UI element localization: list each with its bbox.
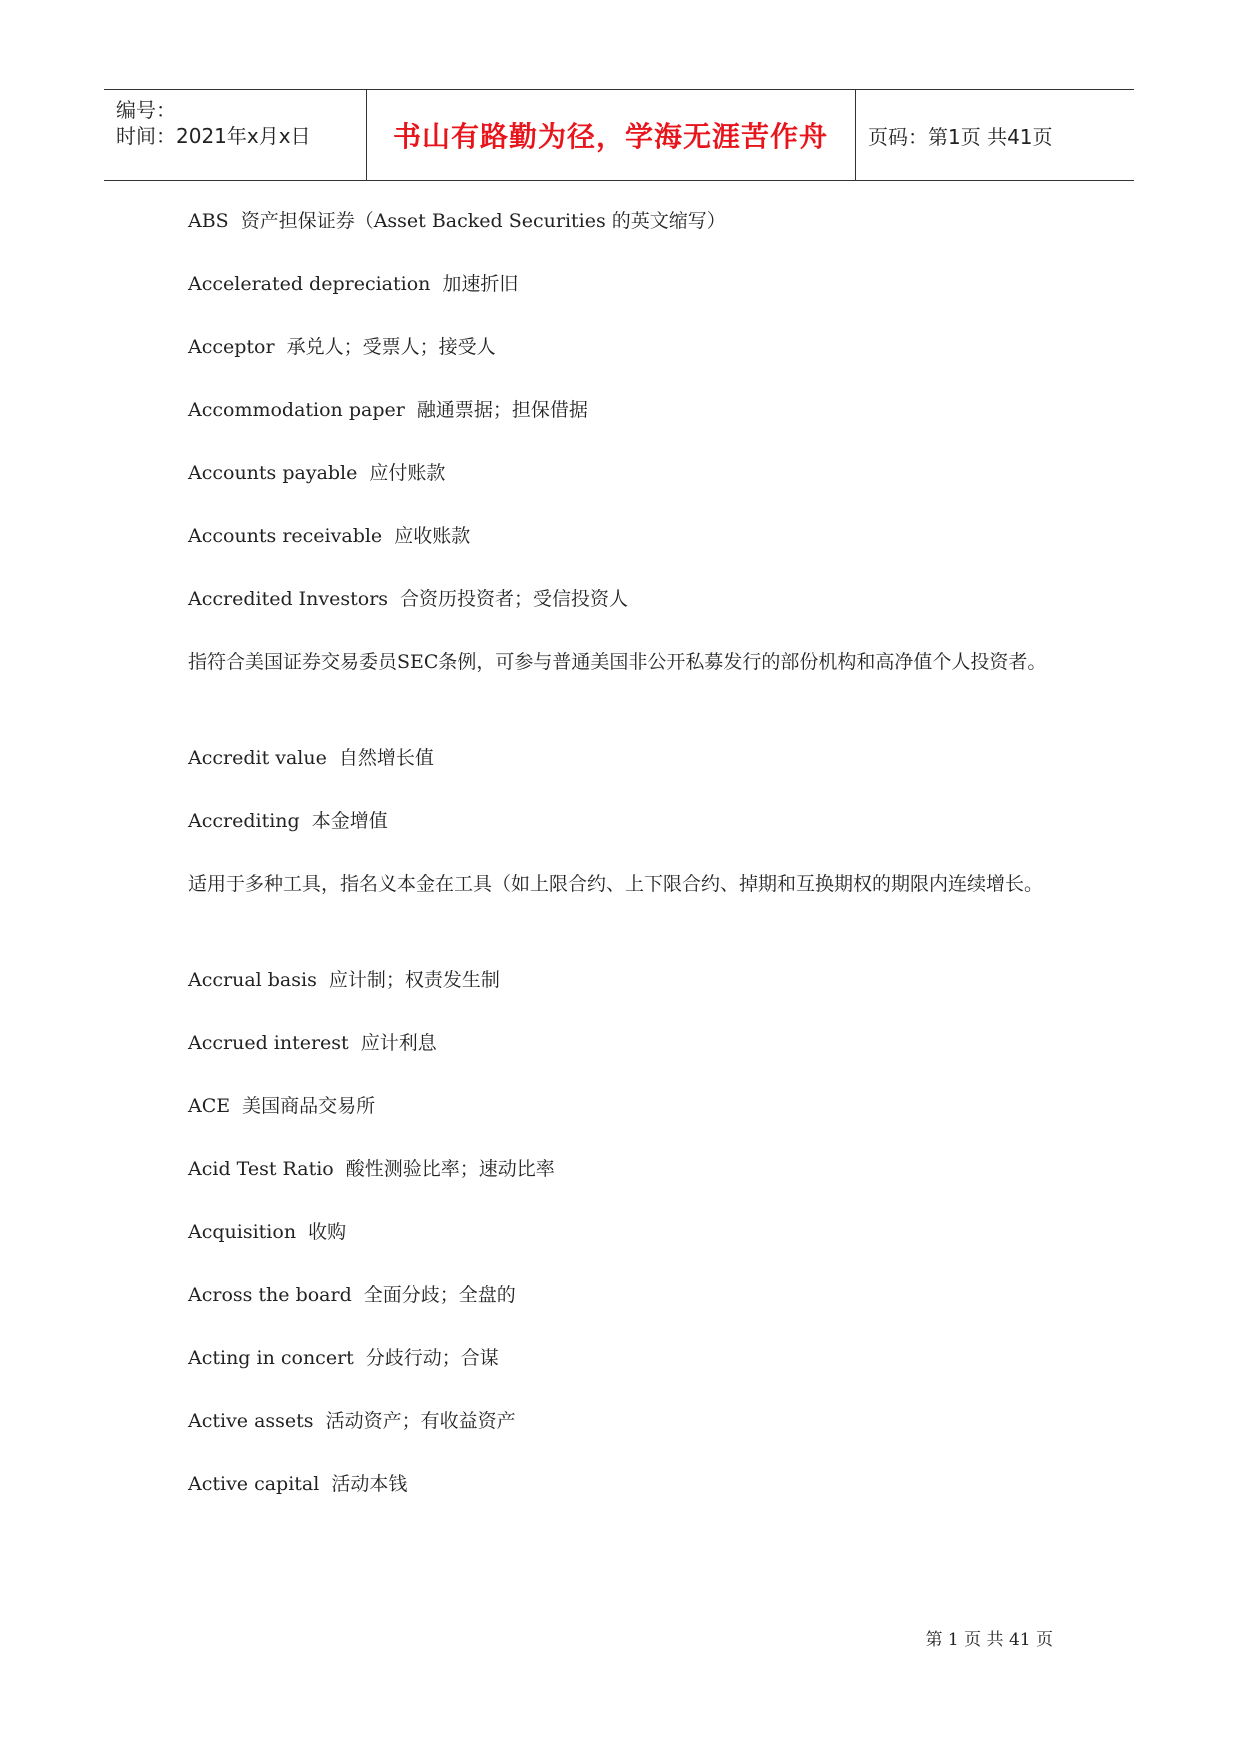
entry-definition: 活动本钱 — [331, 1473, 408, 1495]
entry-definition: 活动资产；有收益资产 — [325, 1410, 516, 1432]
entry-term: ABS — [188, 210, 229, 232]
entry-definition: 应付账款 — [369, 462, 446, 484]
entry-definition: 融通票据；担保借据 — [416, 399, 588, 421]
entry-term: Accounts receivable — [188, 525, 383, 547]
glossary-entry — [188, 1153, 555, 1186]
motto-text: 书山有路勤为径，学海无涯苦作舟 — [392, 120, 828, 153]
glossary-entry — [188, 394, 588, 427]
glossary-entry — [188, 583, 628, 616]
entry-term: Acquisition — [188, 1221, 297, 1243]
glossary-entry — [188, 1405, 516, 1438]
entry-definition: 分歧行动；合谋 — [365, 1347, 499, 1369]
glossary-entry — [188, 1468, 407, 1501]
glossary-entry — [188, 1090, 375, 1123]
page-info: 页码：第1页 共41页 — [868, 124, 1053, 149]
entry-definition: 全面分歧；全盘的 — [363, 1284, 516, 1306]
glossary-entry — [188, 520, 470, 553]
glossary-entry — [188, 1342, 499, 1375]
entry-definition: 酸性测验比率；速动比率 — [345, 1158, 555, 1180]
glossary-entry — [188, 268, 518, 301]
glossary-entry — [188, 1279, 516, 1312]
glossary-entry — [188, 457, 445, 490]
entry-term: Active capital — [188, 1473, 320, 1495]
glossary-entry — [188, 805, 388, 838]
time-label: 时间：2021年x月x日 — [116, 124, 311, 148]
glossary-entry — [188, 964, 500, 997]
page-footer: 第 1 页 共 41 页 — [925, 1630, 1053, 1650]
entry-definition: 收购 — [308, 1221, 347, 1243]
entry-term: Active assets — [188, 1410, 314, 1432]
entry-term: Acceptor — [188, 336, 275, 358]
entry-term: Acting in concert — [188, 1347, 354, 1369]
glossary-entry — [188, 1216, 346, 1249]
entry-term: Accommodation paper — [188, 399, 405, 421]
entry-term: Acid Test Ratio — [188, 1158, 334, 1180]
entry-term: Accelerated depreciation — [188, 273, 431, 295]
entry-term: Accrual basis — [188, 969, 317, 991]
entry-note: 适用于多种工具，指名义本金在工具（如上限合约、上下限合约、掉期和互换期权的期限内连续增长。 — [188, 873, 1044, 895]
glossary-entry — [188, 205, 726, 238]
entry-definition: 承兑人；受票人；接受人 — [286, 336, 496, 358]
entry-term: Accredit value — [188, 747, 327, 769]
entry-term: Accounts payable — [188, 462, 358, 484]
entry-definition: 加速折旧 — [442, 273, 519, 295]
entry-definition: 应计利息 — [360, 1032, 437, 1054]
entry-definition: 合资历投资者；受信投资人 — [400, 588, 629, 610]
glossary-entry — [188, 331, 496, 364]
entry-term: ACE — [188, 1095, 231, 1117]
glossary-entry — [188, 1027, 437, 1060]
entry-definition: 应收账款 — [394, 525, 471, 547]
entry-term: Accrediting — [188, 810, 300, 832]
entry-term: Accrued interest — [188, 1032, 349, 1054]
entry-term: Across the board — [188, 1284, 352, 1306]
entry-definition: 应计制；权责发生制 — [328, 969, 500, 991]
serial-label: 编号： — [116, 98, 176, 122]
header-meta-cell — [104, 90, 367, 180]
entry-definition: 自然增长值 — [338, 747, 434, 769]
entry-definition: 资产担保证券（Asset Backed Securities 的英文缩写） — [240, 210, 726, 232]
entry-definition: 美国商品交易所 — [242, 1095, 376, 1117]
entry-definition: 本金增值 — [311, 810, 388, 832]
entry-term: Accredited Investors — [188, 588, 389, 610]
page-header — [104, 89, 1134, 181]
entry-note: 指符合美国证券交易委员SEC条例，可参与普通美国非公开私募发行的部份机构和高净值个人投资者。 — [188, 651, 1047, 673]
header-motto-cell — [366, 90, 856, 180]
header-page-cell — [855, 90, 1134, 180]
glossary-entry — [188, 742, 434, 775]
